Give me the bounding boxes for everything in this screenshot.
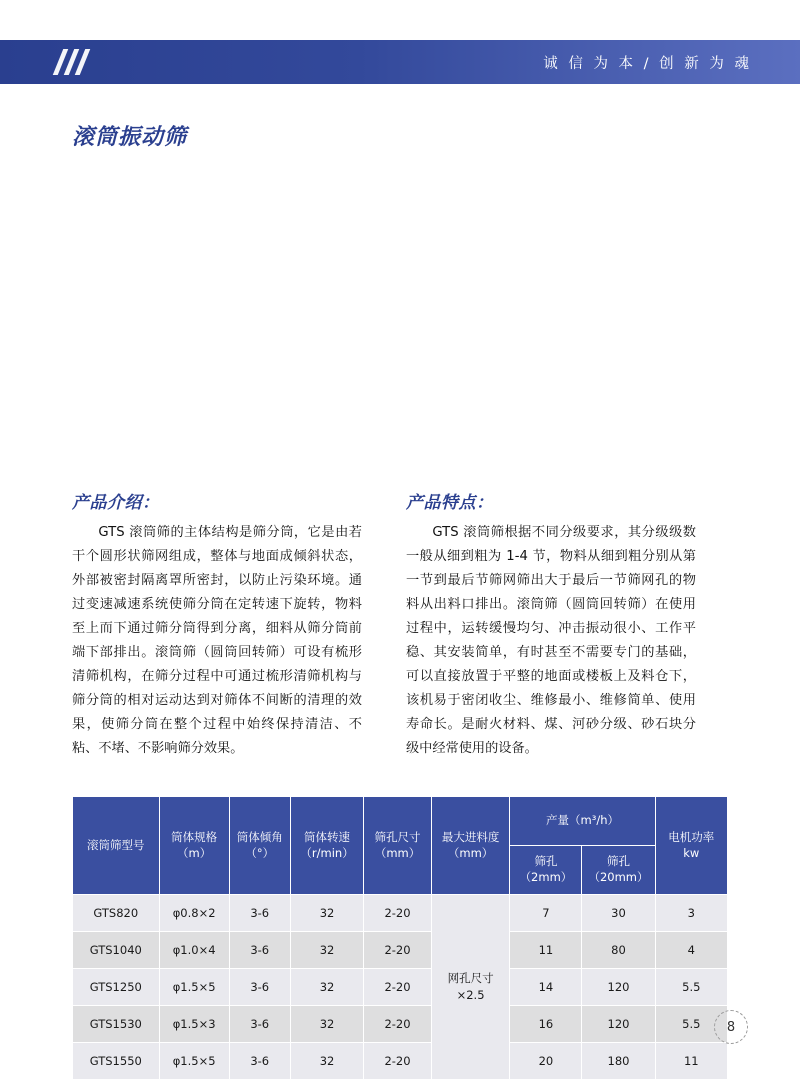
page-title: 滚筒振动筛 (72, 125, 188, 150)
cell-speed: 32 (290, 895, 364, 932)
cell-body-spec: φ1.5×5 (159, 969, 229, 1006)
table-header (73, 797, 728, 895)
column-header-capacity-20mm: 筛孔（20mm） (582, 846, 655, 895)
cell-body-spec: φ0.8×2 (159, 895, 229, 932)
column-header-incline-line2: （°） (245, 845, 275, 860)
cell-capacity-2mm: 14 (510, 969, 582, 1006)
cell-mesh: 2-20 (364, 932, 431, 969)
column-header-body-spec (159, 797, 229, 895)
table-row (73, 1006, 728, 1043)
column-header-incline-line1: 筒体倾角 (236, 829, 283, 844)
page-header (0, 40, 800, 84)
product-features-body: GTS 滚筒筛根据不同分级要求，其分级级数一般从细到粗为 1-4 节，物料从细到粗分别从第一节到最后节筛网筛出大于最后一节筛网孔的物料从出料口排出。滚筒筛（圆筒回转筛）在使用过程中，运转缓慢均匀、冲击振动很小、工作平稳、其安装简单，有时甚至不需要专门的基础，可以直接放置于平整的地面或楼板上及料仓下，该机易于密闭收尘、维修最小、维修简单、使用寿命长。是耐火材料、煤、河砂分级、砂石块分级中经常使用的设备。 (406, 525, 696, 757)
column-header-power (655, 797, 727, 895)
product-intro-heading: 产品介绍： (72, 493, 160, 513)
product-intro-section (72, 488, 362, 761)
cell-power: 5.5 (655, 1006, 727, 1043)
product-features-section (406, 488, 696, 761)
cell-capacity-20mm: 120 (582, 1006, 655, 1043)
cell-power: 5.5 (655, 969, 727, 1006)
column-header-mesh-line2: （mm） (374, 845, 421, 860)
cell-mesh: 2-20 (364, 1006, 431, 1043)
column-header-incline (229, 797, 290, 895)
column-header-body-spec-line1: 筒体规格 (171, 829, 218, 844)
column-header-speed (290, 797, 364, 895)
cell-speed: 32 (290, 1006, 364, 1043)
product-photo-background (120, 165, 680, 465)
column-header-feed-size-line1: 最大进料度 (441, 829, 500, 844)
cell-model: GTS1550 (73, 1043, 160, 1080)
cell-capacity-2mm: 7 (510, 895, 582, 932)
cell-speed: 32 (290, 932, 364, 969)
cell-model: GTS1250 (73, 969, 160, 1006)
column-header-model: 滚筒筛型号 (73, 797, 160, 895)
page-number: 8 (714, 1010, 748, 1044)
specification-table (72, 796, 728, 1080)
column-header-power-line2: kw (683, 845, 700, 860)
cell-power: 3 (655, 895, 727, 932)
product-intro-body: GTS 滚筒筛的主体结构是筛分筒，它是由若干个圆形状筛网组成，整体与地面成倾斜状态，外部被密封隔离罩所密封，以防止污染环境。通过变速减速系统使筛分筒在定转速下旋转，物料至上而下通过筛分筒得到分离，细料从筛分筒前端下部排出。滚筒筛（圆筒回转筛）可设有梳形清筛机构，在筛分过程中可通过梳形清筛机构与筛分筒的相对运动达到对筛体不间断的清理的效果，使筛分筒在整个过程中始终保持清洁、不粘、不堵、不影响筛分效果。 (72, 525, 362, 757)
column-header-body-spec-line2: （m） (177, 845, 212, 860)
cell-speed: 32 (290, 969, 364, 1006)
cell-incline: 3-6 (229, 1006, 290, 1043)
product-features-heading: 产品特点： (406, 493, 494, 513)
table-row (73, 895, 728, 932)
cell-feed-size-line2: ×2.5 (456, 988, 485, 1002)
cell-incline: 3-6 (229, 932, 290, 969)
column-header-capacity-2mm: 筛孔（2mm） (510, 846, 582, 895)
cell-body-spec: φ1.5×3 (159, 1006, 229, 1043)
cell-incline: 3-6 (229, 969, 290, 1006)
cell-capacity-20mm: 180 (582, 1043, 655, 1080)
column-header-mesh (364, 797, 431, 895)
header-slogan: 诚 信 为 本 / 创 新 为 魂 (543, 55, 752, 72)
cell-mesh: 2-20 (364, 1043, 431, 1080)
cell-capacity-2mm: 20 (510, 1043, 582, 1080)
column-header-capacity-group: 产量（m³/h） (510, 797, 655, 846)
cell-model: GTS1040 (73, 932, 160, 969)
cell-speed: 32 (290, 1043, 364, 1080)
cell-power: 4 (655, 932, 727, 969)
table-row (73, 1043, 728, 1080)
cell-incline: 3-6 (229, 1043, 290, 1080)
cell-model: GTS820 (73, 895, 160, 932)
column-header-mesh-line1: 筛孔尺寸 (374, 829, 421, 844)
cell-body-spec: φ1.0×4 (159, 932, 229, 969)
cell-mesh: 2-20 (364, 969, 431, 1006)
column-header-feed-size (431, 797, 510, 895)
column-header-feed-size-line2: （mm） (447, 845, 494, 860)
cell-power: 11 (655, 1043, 727, 1080)
column-header-speed-line1: 筒体转速 (304, 829, 351, 844)
column-header-power-line1: 电机功率 (668, 829, 715, 844)
table-body (73, 895, 728, 1080)
cell-capacity-20mm: 30 (582, 895, 655, 932)
table-row (73, 969, 728, 1006)
cell-capacity-2mm: 16 (510, 1006, 582, 1043)
cell-feed-size-merged (431, 895, 510, 1080)
cell-capacity-2mm: 11 (510, 932, 582, 969)
column-header-speed-line2: （r/min） (300, 845, 354, 860)
table-row (73, 932, 728, 969)
cell-mesh: 2-20 (364, 895, 431, 932)
product-photo (120, 165, 680, 465)
cell-body-spec: φ1.5×5 (159, 1043, 229, 1080)
cell-capacity-20mm: 120 (582, 969, 655, 1006)
cell-model: GTS1530 (73, 1006, 160, 1043)
header-slash-decoration-icon (58, 40, 91, 84)
cell-feed-size-line1: 网孔尺寸 (447, 970, 494, 985)
cell-capacity-20mm: 80 (582, 932, 655, 969)
cell-incline: 3-6 (229, 895, 290, 932)
table-header-row (73, 797, 728, 846)
